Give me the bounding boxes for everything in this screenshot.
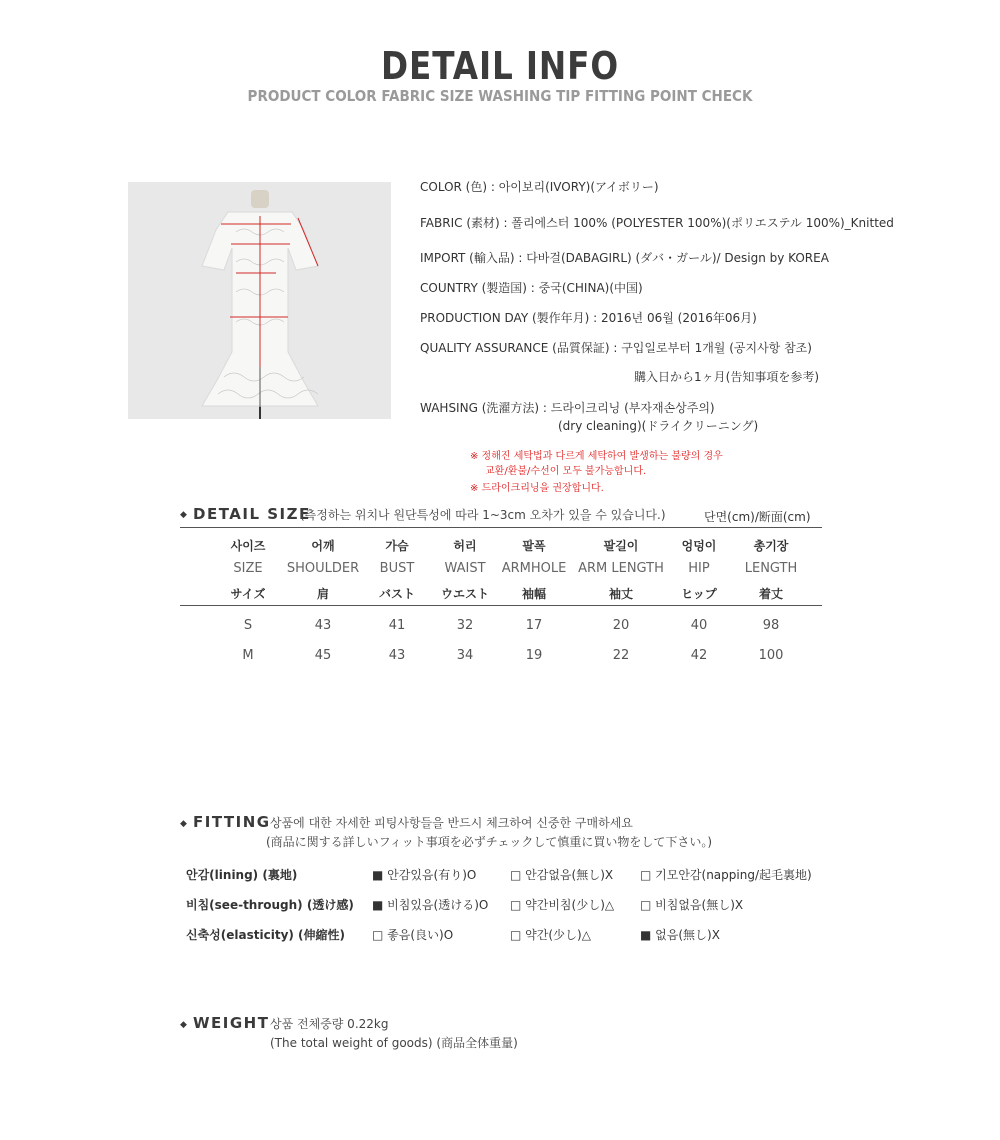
fitting-option: □ 약간비침(少し)△	[510, 898, 615, 912]
info-country: COUNTRY (製造国) : 중국(CHINA)(中国)	[420, 281, 643, 295]
info-washing: WAHSING (洗濯方法) : 드라이크리닝 (부자재손상주의)	[420, 401, 715, 415]
washing-note-2: 교환/환불/수선이 모두 불가능합니다.	[485, 466, 647, 477]
bullet-icon: ◆	[180, 510, 187, 520]
size-header-en: LENGTH	[744, 561, 798, 576]
size-header-ko: 사이즈	[230, 539, 266, 553]
fitting-desc-ko: 상품에 대한 자세한 피팅사항들을 반드시 체크하여 신중한 구매하세요	[270, 816, 633, 830]
size-cell: 42	[690, 648, 708, 663]
size-header-jp: サイズ	[230, 587, 266, 601]
size-header-ko: 총기장	[753, 539, 789, 553]
size-cell: 22	[612, 648, 630, 663]
size-header-ko: 가슴	[385, 539, 409, 553]
dress-illustration	[128, 182, 391, 419]
info-quality-jp: 購入日から1ヶ月(告知事項を参考)	[634, 370, 819, 384]
detail-size-caption: (측정하는 위치나 원단특성에 따라 1~3cm 오차가 있을 수 있습니다.)	[300, 508, 666, 522]
table-top-rule	[180, 527, 822, 528]
weight-line-2: (The total weight of goods) (商品全体重量)	[270, 1036, 518, 1050]
size-unit-label: 단면(cm)/断面(cm)	[704, 510, 811, 524]
size-header-jp: 袖幅	[521, 587, 546, 601]
fitting-option: □ 안감없음(無し)X	[510, 868, 614, 882]
size-header-en: BUST	[379, 561, 415, 576]
size-header-ko: 엉덩이	[681, 539, 717, 553]
size-cell: 98	[762, 618, 780, 633]
size-cell: 19	[525, 648, 543, 663]
size-cell: 17	[525, 618, 543, 633]
washing-note-1: ※ 정해진 세탁법과 다르게 세탁하여 발생하는 불량의 경우	[470, 451, 723, 462]
size-header-jp: 肩	[316, 587, 329, 601]
fitting-option: ■ 안감있음(有り)O	[372, 868, 477, 882]
size-cell: 43	[388, 648, 406, 663]
fitting-option: ■ 없음(無し)X	[640, 928, 720, 942]
washing-note-3: ※ 드라이크리닝을 권장합니다.	[470, 483, 604, 494]
info-washing-2: (dry cleaning)(ドライクリーニング)	[558, 419, 759, 433]
info-quality: QUALITY ASSURANCE (品質保証) : 구입일로부터 1개월 (공지사항 참조)	[420, 341, 812, 355]
info-production: PRODUCTION DAY (製作年月) : 2016년 06월 (2016年06月)	[420, 311, 757, 325]
fitting-option: □ 비침없음(無し)X	[640, 898, 744, 912]
fitting-option: □ 약간(少し)△	[510, 928, 591, 942]
product-photo	[128, 182, 391, 419]
fitting-option: □ 좋음(良い)O	[372, 928, 454, 942]
table-header-rule	[180, 605, 822, 606]
size-cell: S	[243, 618, 253, 633]
weight-line-1: 상품 전체중량 0.22kg	[270, 1017, 389, 1031]
bullet-icon: ◆	[180, 1020, 187, 1030]
size-cell: 43	[314, 618, 332, 633]
fitting-title: FITTING	[193, 813, 271, 831]
size-cell: 41	[388, 618, 406, 633]
size-header-ko: 어깨	[311, 539, 335, 553]
size-header-ko: 팔길이	[603, 539, 639, 553]
size-cell: 32	[456, 618, 474, 633]
size-header-en: ARMHOLE	[501, 561, 567, 576]
size-cell: 45	[314, 648, 332, 663]
fitting-row-label: 비침(see-through) (透け感)	[186, 898, 354, 912]
info-import: IMPORT (輸入品) : 다바걸(DABAGIRL) (ダバ・ガール)/ Design by KOREA	[420, 251, 829, 265]
size-header-jp: バスト	[378, 587, 415, 601]
fitting-option: □ 기모안감(napping/起毛裏地)	[640, 868, 812, 882]
size-header-ko: 허리	[453, 539, 477, 553]
size-header-en: HIP	[688, 561, 710, 576]
page-subtitle: PRODUCT COLOR FABRIC SIZE WASHING TIP FITTING POINT CHECK	[247, 87, 753, 105]
fitting-row-label: 신축성(elasticity) (伸縮性)	[186, 928, 346, 942]
size-header-jp: ヒップ	[681, 587, 717, 601]
size-header-jp: 着丈	[758, 587, 783, 601]
size-cell: 20	[612, 618, 630, 633]
page-title: DETAIL INFO	[381, 44, 619, 88]
size-cell: M	[242, 648, 254, 663]
info-color: COLOR (色) : 아이보리(IVORY)(アイボリー)	[420, 180, 659, 194]
size-cell: 40	[690, 618, 708, 633]
size-header-en: SHOULDER	[286, 561, 360, 576]
size-header-en: SIZE	[233, 561, 263, 576]
fitting-row-label: 안감(lining) (裏地)	[186, 868, 298, 882]
size-cell: 100	[758, 648, 784, 663]
size-header-jp: ウエスト	[440, 587, 489, 601]
size-header-ko: 팔폭	[522, 539, 546, 553]
size-header-en: ARM LENGTH	[578, 561, 664, 576]
fitting-desc-jp: (商品に関する詳しいフィット事項を必ずチェックして慎重に買い物をして下さい。)	[266, 835, 713, 849]
detail-size-title: DETAIL SIZE	[193, 505, 311, 523]
fitting-option: ■ 비침있음(透ける)O	[372, 898, 489, 912]
size-header-en: WAIST	[444, 561, 486, 576]
weight-title: WEIGHT	[193, 1014, 270, 1032]
size-cell: 34	[456, 648, 474, 663]
bullet-icon: ◆	[180, 819, 187, 829]
info-fabric: FABRIC (素材) : 폴리에스터 100% (POLYESTER 100%)(ポリエステル 100%)_Knitted	[420, 216, 894, 230]
size-header-jp: 袖丈	[608, 587, 633, 601]
